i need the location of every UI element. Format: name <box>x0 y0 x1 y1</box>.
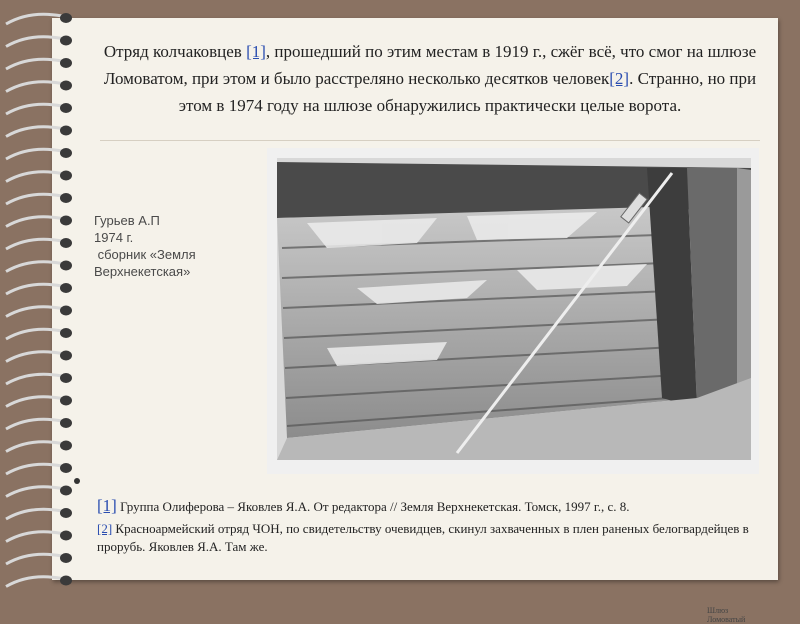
spiral-ring <box>6 577 62 587</box>
spiral-ring <box>6 352 62 362</box>
binding-hole <box>60 238 72 248</box>
binding-hole <box>60 216 72 226</box>
binding-hole <box>60 576 72 586</box>
footnote-1 <box>97 497 767 516</box>
spiral-ring <box>6 284 62 294</box>
spiral-ring <box>6 554 62 564</box>
spiral-ring <box>6 442 62 452</box>
binding-hole <box>60 261 72 271</box>
footnote-1-backlink[interactable]: [1] <box>97 496 117 515</box>
main-paragraph <box>100 38 760 119</box>
spiral-ring <box>6 509 62 519</box>
binding-hole <box>60 58 72 68</box>
spiral-ring <box>6 194 62 204</box>
spiral-binding <box>0 0 80 600</box>
divider <box>100 140 760 141</box>
spiral-ring <box>6 149 62 159</box>
spiral-ring <box>6 127 62 137</box>
binding-hole <box>60 463 72 473</box>
spiral-ring <box>6 217 62 227</box>
binding-hole <box>60 351 72 361</box>
binding-hole <box>60 193 72 203</box>
photo-image <box>267 148 759 474</box>
spiral-ring <box>6 262 62 272</box>
photo-source-caption <box>94 212 264 280</box>
footnote-link-1[interactable]: [1] <box>246 42 266 61</box>
bullet-point <box>74 478 80 484</box>
spiral-ring <box>6 239 62 249</box>
caption-collection-cont: Верхнекетская» <box>94 264 191 279</box>
binding-hole <box>60 126 72 136</box>
binding-hole <box>60 36 72 46</box>
footnote-1-text: Группа Олиферова – Яковлев Я.А. От редактора // Земля Верхнекетская. Томск, 1997 г., с. 8. <box>116 499 630 514</box>
caption-author: Гурьев А.П <box>94 213 160 228</box>
footnote-link-2[interactable]: [2] <box>609 69 630 88</box>
footnote-2 <box>97 520 767 556</box>
spiral-ring <box>6 14 62 24</box>
spiral-ring <box>6 487 62 497</box>
footnote-2-backlink[interactable]: [2] <box>97 521 113 536</box>
binding-hole <box>60 486 72 496</box>
spiral-ring <box>6 307 62 317</box>
binding-hole <box>60 283 72 293</box>
caption-year: 1974 г. <box>94 230 134 245</box>
binding-hole <box>60 508 72 518</box>
spiral-ring <box>6 397 62 407</box>
binding-hole <box>60 171 72 181</box>
binding-hole <box>60 306 72 316</box>
footnotes <box>97 497 767 560</box>
binding-hole <box>60 418 72 428</box>
binding-hole <box>60 531 72 541</box>
spiral-ring <box>6 374 62 384</box>
spiral-ring <box>6 37 62 47</box>
binding-hole <box>60 103 72 113</box>
binding-hole <box>60 81 72 91</box>
spiral-ring <box>6 329 62 339</box>
photo-caption: Шлюз Ломоватый <box>707 606 746 624</box>
binding-hole <box>60 13 72 23</box>
spiral-ring <box>6 104 62 114</box>
binding-hole <box>60 373 72 383</box>
spiral-ring <box>6 532 62 542</box>
binding-hole <box>60 148 72 158</box>
spiral-ring <box>6 172 62 182</box>
footnote-2-text: Красноармейский отряд ЧОН, по свидетельству очевидцев, скинул захваченных в плен раненых белогвардейцев в прорубь. Яковлев Я.А. Там же. <box>97 521 749 554</box>
binding-hole <box>60 441 72 451</box>
caption-collection: сборник «Земля <box>94 247 196 262</box>
spiral-ring <box>6 464 62 474</box>
spiral-ring <box>6 82 62 92</box>
binding-hole <box>60 553 72 563</box>
main-text-part3: . Странно, но при этом в 1974 году на шлюзе обнаружились практически целые ворота. <box>178 69 757 115</box>
spiral-ring <box>6 59 62 69</box>
main-text-part2: , прошедший по этим местам в 1919 г., сжёг всё, что смог на шлюзе Ломоватом, при этом и было расстреляно несколько десятков человек <box>103 42 757 88</box>
main-text-part1: Отряд колчаковцев <box>103 42 247 61</box>
spiral-ring <box>6 419 62 429</box>
binding-hole <box>60 328 72 338</box>
binding-hole <box>60 396 72 406</box>
